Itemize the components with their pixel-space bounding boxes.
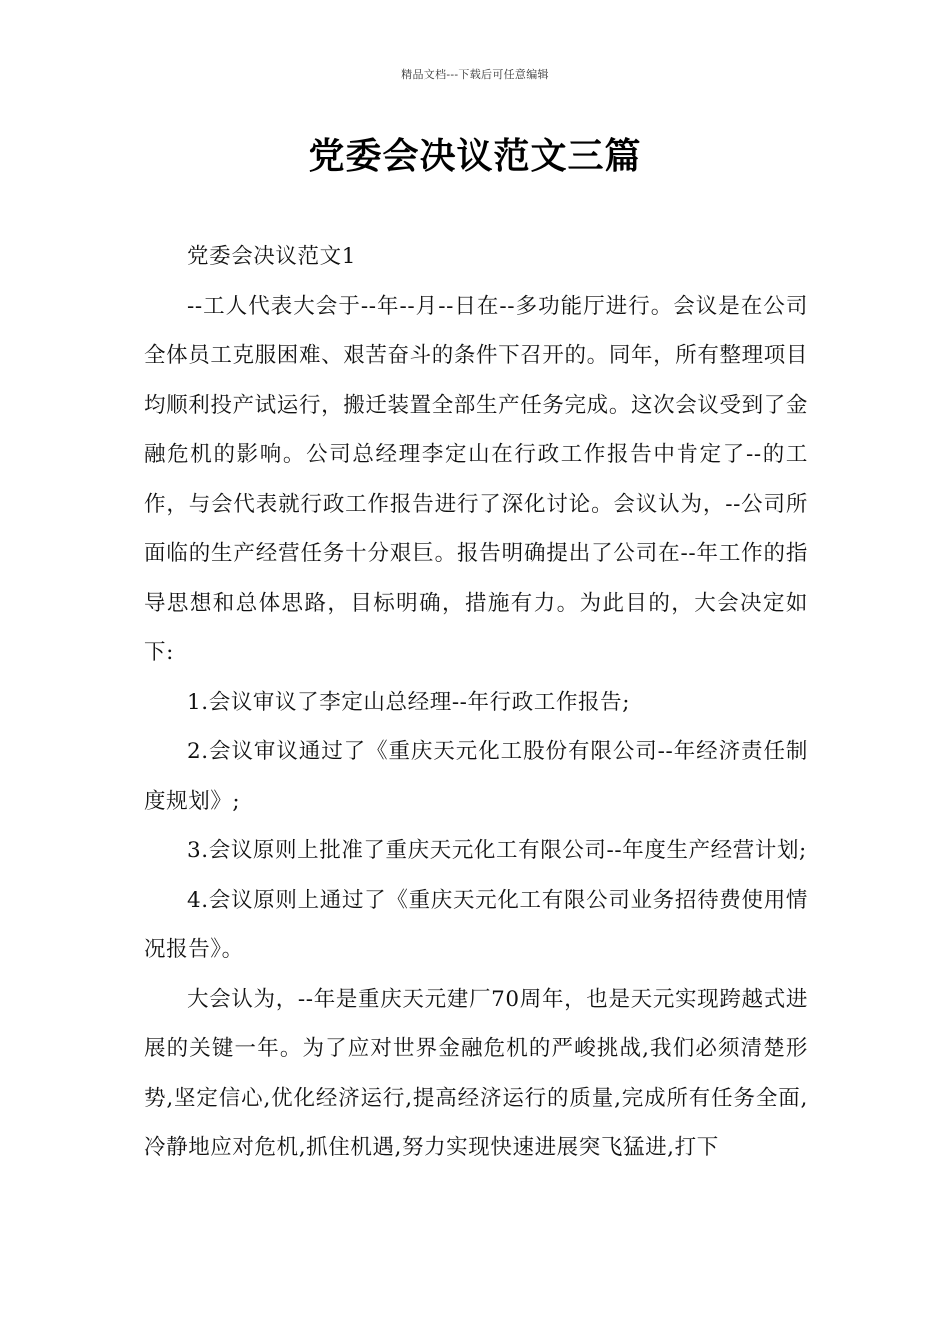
document-body: [144, 232, 808, 1173]
document-title: 党委会决议范文三篇: [308, 136, 642, 177]
resolution-item-2: 2.会议审议通过了《重庆天元化工股份有限公司--年经济责任制度规划》;: [144, 739, 808, 814]
header-note: 精品文档---下载后可任意编辑: [401, 68, 549, 81]
paragraph-conclusion: 大会认为，--年是重庆天元建厂70周年，也是天元实现跨越式进展的关键一年。为了应对世界金融危机的严峻挑战,我们必须清楚形势,坚定信心,优化经济运行,提高经济运行的质量,完成所有任务全面,冷静地应对危机,抓住机遇,努力实现快速进展突飞猛进,打下: [144, 986, 808, 1160]
resolution-item-3: 3.会议原则上批准了重庆天元化工有限公司--年度生产经营计划;: [187, 838, 807, 863]
paragraph-intro: --工人代表大会于--年--月--日在--多功能厅进行。会议是在公司全体员工克服困难、艰苦奋斗的条件下召开的。同年，所有整理项目均顺利投产试运行，搬迁装置全部生产任务完成。这次会议受到了金融危机的影响。公司总经理李定山在行政工作报告中肯定了--的工作，与会代表就行政工作报告进行了深化讨论。会议认为，--公司所面临的生产经营任务十分艰巨。报告明确提出了公司在--年工作的指导思想和总体思路，目标明确，措施有力。为此目的，大会决定如下:: [144, 293, 808, 665]
section-heading: 党委会决议范文1: [187, 244, 356, 269]
resolution-item-1: 1.会议审议了李定山总经理--年行政工作报告;: [187, 689, 631, 715]
resolution-item-4: 4.会议原则上通过了《重庆天元化工有限公司业务招待费使用情况报告》。: [144, 887, 808, 962]
